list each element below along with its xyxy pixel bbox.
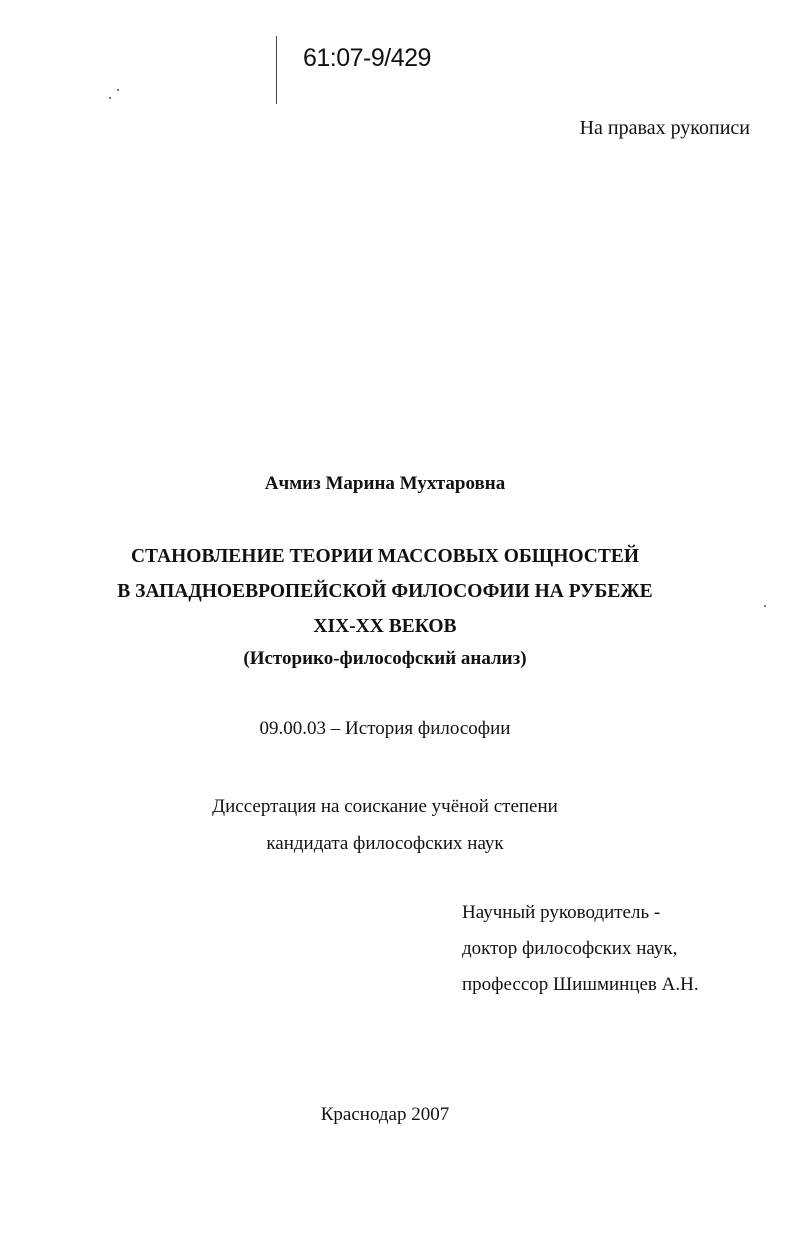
title-line: СТАНОВЛЕНИЕ ТЕОРИИ МАССОВЫХ ОБЩНОСТЕЙ (130, 546, 640, 567)
dissertation-title (0, 539, 798, 644)
city-year: Краснодар 2007 (320, 1104, 450, 1125)
author-name: Ачмиз Марина Мухтаровна (264, 473, 506, 494)
archive-code: 61:07-9/429 (303, 44, 431, 72)
scan-speck (117, 89, 119, 91)
dissertation-subtitle: (Историко-философский анализ) (243, 648, 527, 669)
degree-line: Диссертация на соискание учёной степени (212, 796, 558, 817)
supervisor-line: доктор философских наук, (462, 938, 678, 959)
degree-statement (0, 788, 798, 862)
supervisor-line: профессор Шишминцев А.Н. (462, 974, 699, 995)
title-line: XIX-XX ВЕКОВ (313, 616, 457, 637)
margin-line (276, 36, 277, 104)
supervisor-line: Научный руководитель - (462, 902, 661, 923)
supervisor-block (462, 895, 699, 1003)
title-line: В ЗАПАДНОЕВРОПЕЙСКОЙ ФИЛОСОФИИ НА РУБЕЖЕ (117, 581, 653, 602)
degree-line: кандидата философских наук (266, 833, 504, 854)
rights-notice: На правах рукописи (579, 117, 750, 139)
scan-speck (109, 97, 111, 99)
specialty-code: 09.00.03 – История философии (259, 718, 511, 739)
